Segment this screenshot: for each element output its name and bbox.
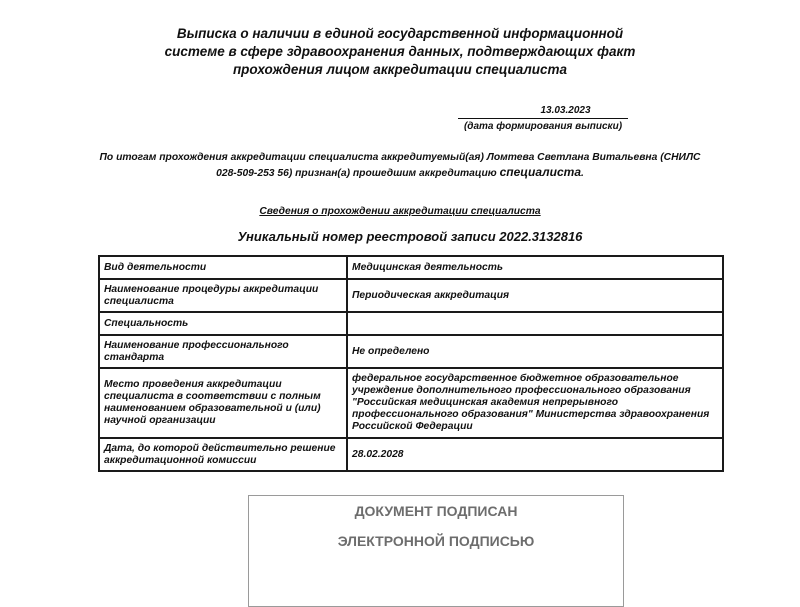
issue-date-caption: (дата формирования выписки) bbox=[463, 121, 623, 132]
intro-line-2 bbox=[90, 165, 710, 181]
table-row bbox=[99, 438, 723, 471]
intro-line-1: По итогам прохождения аккредитации специалиста аккредитуемый(ая) Ломтева Светлана Витальевна (СНИЛС bbox=[99, 152, 701, 163]
intro-line-2-specialist: специалиста bbox=[499, 165, 581, 179]
row-value: 28.02.2028 bbox=[347, 438, 723, 471]
table-row bbox=[99, 335, 723, 368]
row-label: Наименование профессионального стандарта bbox=[99, 335, 347, 368]
issue-date-block bbox=[458, 105, 628, 133]
title-line-3: прохождения лицом аккредитации специалиста bbox=[232, 62, 568, 77]
section-heading: Сведения о прохождении аккредитации специалиста bbox=[259, 206, 541, 217]
document-title bbox=[150, 25, 650, 79]
row-value: Периодическая аккредитация bbox=[347, 279, 723, 312]
title-line-2: системе в сфере здравоохранения данных, подтверждающих факт bbox=[164, 44, 636, 59]
row-value bbox=[347, 312, 723, 335]
row-value: Медицинская деятельность bbox=[347, 256, 723, 279]
row-label: Дата, до которой действительно решение аккредитационной комиссии bbox=[99, 438, 347, 471]
table-row bbox=[99, 279, 723, 312]
stamp-line-1: ДОКУМЕНТ ПОДПИСАН bbox=[354, 503, 518, 519]
intro-line-2-text: 028-509-253 56) признан(а) прошедшим аккредитацию bbox=[216, 168, 497, 179]
table-row bbox=[99, 312, 723, 335]
title-line-1: Выписка о наличии в единой государственной информационной bbox=[176, 26, 624, 41]
intro-paragraph bbox=[90, 151, 710, 181]
table-row bbox=[99, 368, 723, 438]
accreditation-table bbox=[98, 255, 724, 472]
row-label: Наименование процедуры аккредитации специалиста bbox=[99, 279, 347, 312]
row-value: Не определено bbox=[347, 335, 723, 368]
registry-number: Уникальный номер реестровой записи 2022.3132816 bbox=[237, 229, 583, 244]
row-label: Специальность bbox=[99, 312, 347, 335]
intro-line-2-period: . bbox=[581, 168, 584, 179]
row-label: Место проведения аккредитации специалиста в соответствии с полным наименованием образовательной и (или) научной организации bbox=[99, 368, 347, 438]
table-row bbox=[99, 256, 723, 279]
stamp-line-2: ЭЛЕКТРОННОЙ ПОДПИСЬЮ bbox=[337, 533, 535, 549]
e-signature-stamp bbox=[248, 495, 624, 607]
issue-date: 13.03.2023 bbox=[458, 105, 628, 119]
row-value: федеральное государственное бюджетное образовательное учреждение дополнительного профессионального образования "Российская медицинская академия непрерывного профессионального образования" Министерства здравоохранения Российской Федерации bbox=[347, 368, 723, 438]
row-label: Вид деятельности bbox=[99, 256, 347, 279]
